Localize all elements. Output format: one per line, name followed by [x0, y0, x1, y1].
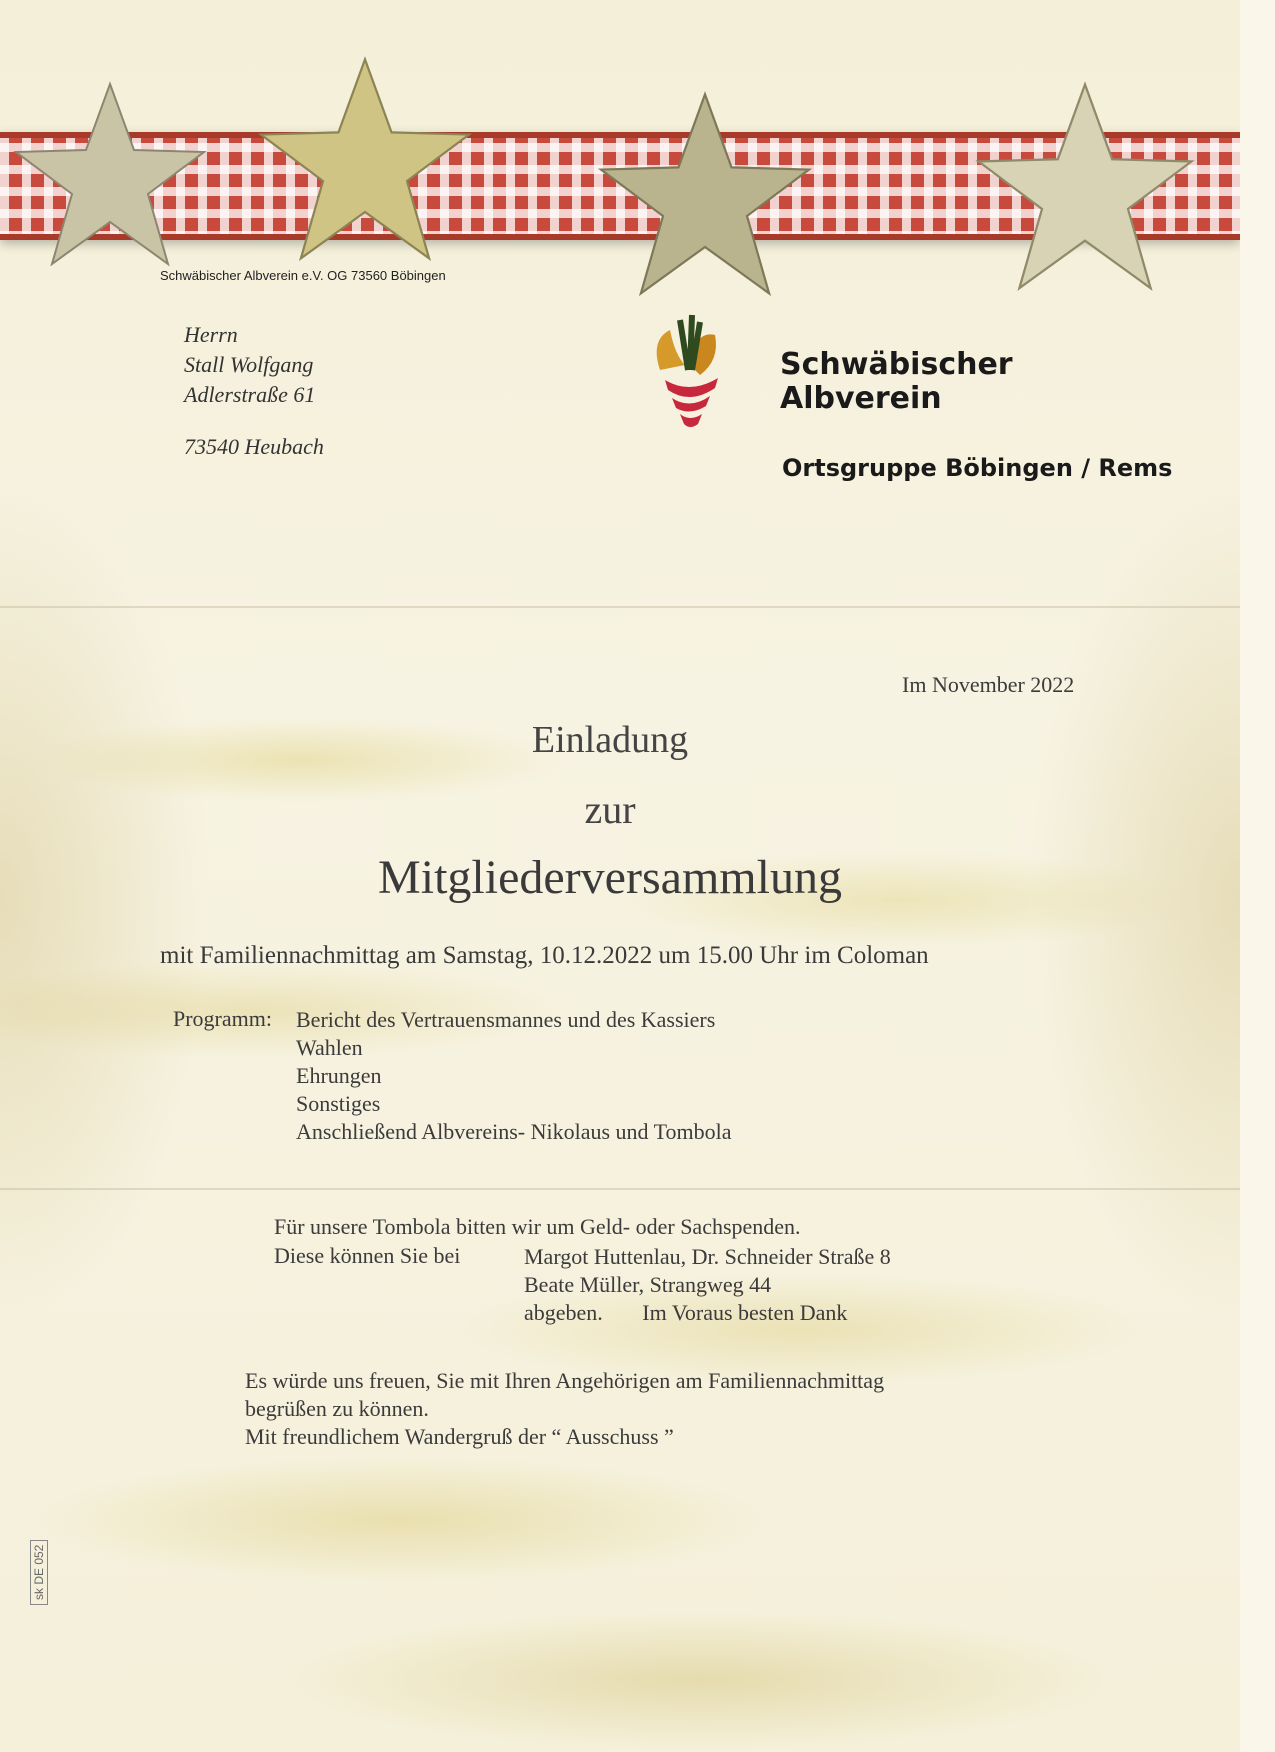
star-decoration-3-icon — [590, 90, 820, 300]
event-subtitle: mit Familiennachmittag am Samstag, 10.12.2022 um 15.00 Uhr im Coloman — [160, 942, 929, 969]
fold-line-upper — [0, 606, 1240, 608]
fold-line-lower — [0, 1188, 1240, 1190]
tombola-drop: abgeben. — [524, 1300, 603, 1325]
tombola-thanks: Im Voraus besten Dank — [642, 1300, 848, 1325]
tombola-lead: Diese können Sie bei — [274, 1243, 461, 1268]
closing-line-3: Mit freundlichem Wandergruß der “ Ausschuss ” — [245, 1424, 674, 1449]
tombola-address: Beate Müller, Strangweg 44 — [524, 1272, 772, 1297]
program-item: Sonstiges — [296, 1091, 381, 1116]
letter-date: Im November 2022 — [902, 672, 1075, 697]
star-decoration-2-icon — [250, 55, 480, 265]
heading-line-1: Einladung — [531, 719, 689, 761]
program-item: Bericht des Vertrauensmannes und des Kassiers — [296, 1007, 716, 1032]
program-list — [296, 1006, 732, 1146]
side-code: sk DE 052 — [30, 1540, 48, 1605]
closing-line-1: Es würde uns freuen, Sie mit Ihren Angehörigen am Familiennachmittag — [245, 1368, 885, 1393]
recipient-name: Stall Wolfgang — [184, 352, 314, 377]
recipient-street: Adlerstraße 61 — [184, 382, 316, 407]
recipient-salutation: Herrn — [184, 322, 238, 347]
logo-subtitle: Ortsgruppe Böbingen / Rems — [782, 454, 1173, 482]
tombola-line: Für unsere Tombola bitten wir um Geld- oder Sachspenden. — [274, 1214, 801, 1239]
recipient-city: 73540 Heubach — [184, 434, 324, 459]
star-decoration-1-icon — [10, 80, 210, 270]
tombola-address: Margot Huttenlau, Dr. Schneider Straße 8 — [524, 1244, 891, 1269]
tombola-drop-line — [524, 1299, 891, 1327]
logo-wordmark — [780, 348, 1013, 416]
program-item: Anschließend Albvereins- Nikolaus und Tombola — [296, 1119, 732, 1144]
closing-text — [245, 1367, 884, 1451]
logo-line-2: Albverein — [780, 381, 942, 416]
sender-line: Schwäbischer Albverein e.V. OG 73560 Böbingen — [160, 268, 446, 283]
recipient-address — [184, 320, 324, 462]
program-label: Programm: — [173, 1006, 272, 1031]
albverein-emblem-icon — [640, 310, 740, 450]
program-item: Ehrungen — [296, 1063, 382, 1088]
program-item: Wahlen — [296, 1035, 363, 1060]
tombola-addresses — [524, 1243, 891, 1327]
closing-line-2: begrüßen zu können. — [245, 1396, 429, 1421]
logo-line-1: Schwäbischer — [780, 347, 1013, 382]
heading-line-2: zur — [584, 787, 636, 832]
star-decoration-4-icon — [970, 80, 1200, 295]
heading-line-3: Mitgliederversammlung — [378, 851, 842, 904]
